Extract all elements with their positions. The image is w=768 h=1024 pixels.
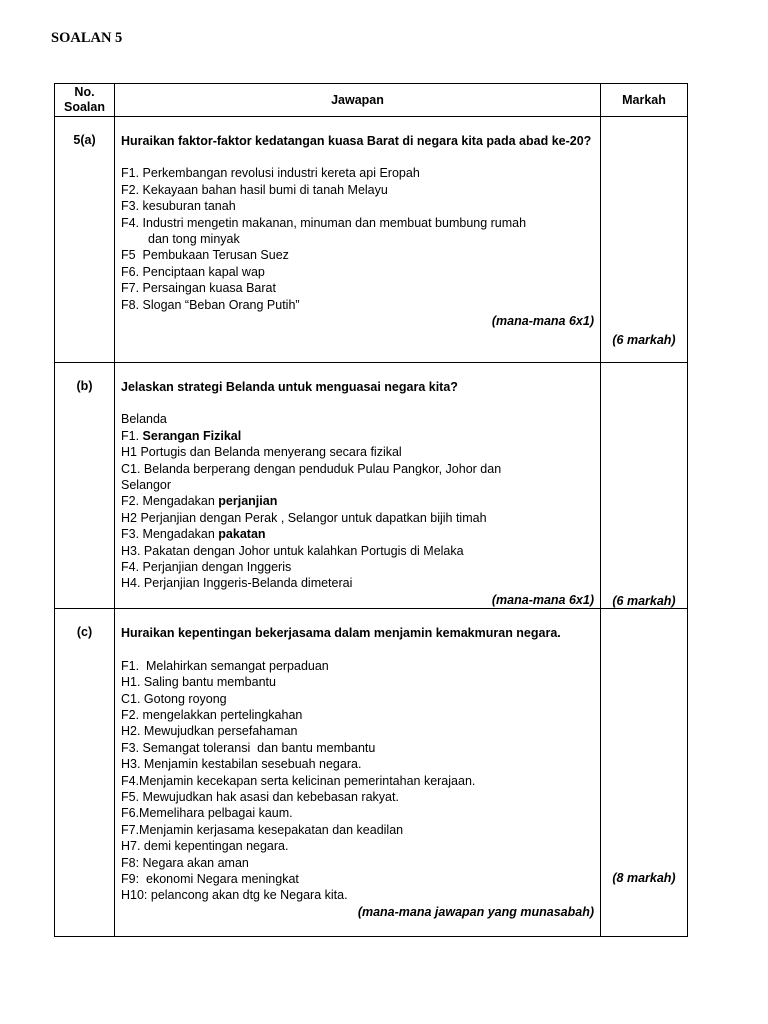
answer-line: F3. Semangat toleransi dan bantu membantu [121, 740, 376, 755]
header-question-number: No. Soalan [55, 84, 115, 117]
table-row [55, 363, 688, 609]
answer-line: F5 Pembukaan Terusan Suez [121, 248, 289, 263]
answer-line: C1. Gotong royong [121, 691, 227, 706]
answer-line: F1. Serangan Fizikal [121, 428, 242, 443]
answer-scheme-table [54, 83, 688, 937]
answer-line: F6.Memelihara pelbagai kaum. [121, 806, 293, 821]
answer-line: Belanda [121, 412, 167, 427]
marks-cell [601, 609, 688, 937]
answer-line: dan tong minyak [148, 232, 240, 247]
answer-cell [115, 609, 601, 937]
question-text: Huraikan faktor-faktor kedatangan kuasa Barat di negara kita pada abad ke-20? [121, 134, 592, 148]
answer-line: H2 Perjanjian dengan Perak , Selangor untuk dapatkan bijih timah [121, 510, 487, 525]
question-number: (c) [55, 609, 115, 937]
table-row [55, 117, 688, 363]
question-number: (b) [55, 363, 115, 609]
question-text: Huraikan kepentingan bekerjasama dalam menjamin kemakmuran negara. [121, 626, 561, 641]
answer-line: C1. Belanda berperang dengan penduduk Pulau Pangkor, Johor dan [121, 461, 502, 476]
answer-line: F2. Kekayaan bahan hasil bumi di tanah Melayu [121, 182, 388, 197]
answer-line: F7. Persaingan kuasa Barat [121, 281, 276, 296]
header-answer: Jawapan [115, 84, 601, 117]
answer-line: F4. Industri mengetin makanan, minuman dan membuat bumbung rumah [121, 215, 527, 230]
marking-note: (mana-mana jawapan yang munasabah) [357, 904, 594, 919]
marks-value: (6 markah) [612, 333, 676, 347]
table-row [55, 609, 688, 937]
marks-value: (8 markah) [612, 871, 676, 886]
answer-line: F4. Perjanjian dengan Inggeris [121, 560, 292, 575]
answer-line: F1. Perkembangan revolusi industri kereta api Eropah [121, 166, 420, 181]
answer-line: H2. Mewujudkan persefahaman [121, 724, 298, 739]
question-text: Jelaskan strategi Belanda untuk menguasai negara kita? [121, 380, 458, 394]
answer-line: F2. mengelakkan pertelingkahan [121, 707, 303, 722]
answer-line: F1. Melahirkan semangat perpaduan [121, 658, 329, 673]
answer-cell [115, 363, 601, 609]
answer-line: F3. Mengadakan pakatan [121, 527, 266, 542]
marking-note: (mana-mana 6x1) [491, 314, 594, 329]
answer-line: F8. Slogan “Beban Orang Putih” [121, 297, 300, 312]
answer-line: F8: Negara akan aman [121, 855, 249, 870]
marks-cell [601, 363, 688, 609]
marks-cell [601, 117, 688, 363]
answer-line: H3. Pakatan dengan Johor untuk kalahkan Portugis di Melaka [121, 543, 464, 558]
table-header-row [55, 84, 688, 117]
answer-line: F5. Mewujudkan hak asasi dan kebebasan rakyat. [121, 789, 399, 804]
answer-line: F9: ekonomi Negara meningkat [121, 871, 299, 886]
answer-line: F3. kesuburan tanah [121, 199, 236, 214]
answer-cell [115, 117, 601, 363]
answer-line: H1 Portugis dan Belanda menyerang secara fizikal [121, 445, 402, 460]
answer-line: F2. Mengadakan perjanjian [121, 494, 278, 509]
answer-line: H3. Menjamin kestabilan sesebuah negara. [121, 757, 362, 772]
answer-line: F4.Menjamin kecekapan serta kelicinan pemerintahan kerajaan. [121, 773, 476, 788]
marks-value: (6 markah) [612, 594, 676, 609]
answer-line: Selangor [121, 478, 172, 493]
page-heading: SOALAN 5 [51, 30, 123, 46]
answer-line: H4. Perjanjian Inggeris-Belanda dimeterai [121, 576, 353, 591]
answer-line: H7. demi kepentingan negara. [121, 839, 289, 854]
answer-line: F7.Menjamin kerjasama kesepakatan dan keadilan [121, 822, 404, 837]
answer-line: F6. Penciptaan kapal wap [121, 264, 265, 279]
marking-note: (mana-mana 6x1) [491, 592, 594, 607]
question-number: 5(a) [55, 117, 115, 363]
answer-line: H1. Saling bantu membantu [121, 675, 276, 690]
header-marks: Markah [601, 84, 688, 117]
answer-line: H10: pelancong akan dtg ke Negara kita. [121, 888, 348, 903]
